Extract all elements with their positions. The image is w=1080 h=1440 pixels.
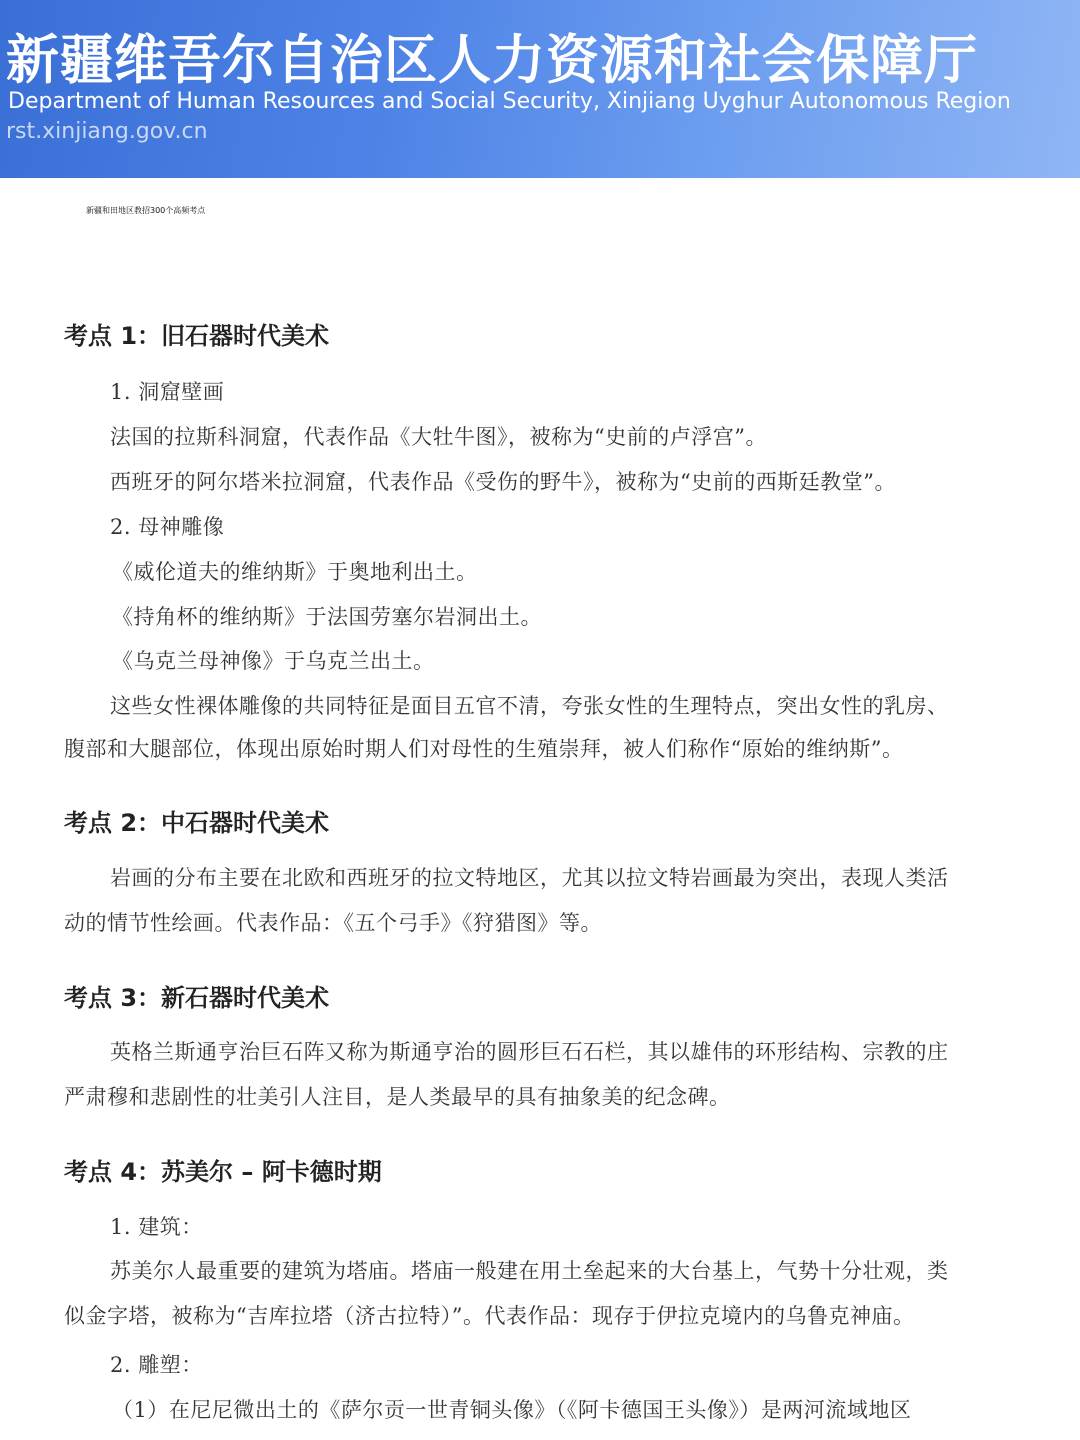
banner-url: rst.xinjiang.gov.cn <box>6 119 208 144</box>
paragraph-line: 英格兰斯通亨治巨石阵又称为斯通亨治的圆形巨石石栏，其以雄伟的环形结构、宗教的庄 <box>110 1040 949 1064</box>
banner-title-en: Department of Human Resources and Social Security, Xinjiang Uyghur Autonomous Region <box>8 89 1011 114</box>
paragraph-line: 2. 雕塑： <box>110 1353 203 1377</box>
paragraph-line: 2. 母神雕像 <box>110 515 225 539</box>
paragraph-line: 严肃穆和悲剧性的壮美引人注目，是人类最早的具有抽象美的纪念碑。 <box>64 1085 731 1109</box>
paragraph-line: 动的情节性绘画。代表作品：《五个弓手》《狩猎图》等。 <box>64 911 602 935</box>
paragraph-line: 《威伦道夫的维纳斯》于奥地利出土。 <box>112 560 478 584</box>
paragraph-line: 《持角杯的维纳斯》于法国劳塞尔岩洞出土。 <box>112 605 542 629</box>
paragraph-line: 《乌克兰母神像》于乌克兰出土。 <box>112 649 435 673</box>
paragraph-line: （1）在尼尼微出土的《萨尔贡一世青铜头像》（《阿卡德国王头像》）是两河流域地区 <box>112 1398 912 1422</box>
section-heading: 考点 3：新石器时代美术 <box>64 984 330 1012</box>
section-heading: 考点 2：中石器时代美术 <box>64 809 330 837</box>
paragraph-line: 腹部和大腿部位，体现出原始时期人们对母性的生殖崇拜，被人们称作“原始的维纳斯”。 <box>64 737 904 761</box>
paragraph-line: 这些女性裸体雕像的共同特征是面目五官不清，夸张女性的生理特点，突出女性的乳房、 <box>110 694 949 718</box>
paragraph-line: 法国的拉斯科洞窟，代表作品《大牡牛图》，被称为“史前的卢浮宫”。 <box>110 425 767 449</box>
paragraph-line: 1. 洞窟壁画 <box>110 380 225 404</box>
banner-title-cn: 新疆维吾尔自治区人力资源和社会保障厅 <box>6 30 978 91</box>
paragraph-line: 似金字塔，被称为“吉库拉塔（济古拉特）”。代表作品：现存于伊拉克境内的乌鲁克神庙。 <box>64 1304 915 1328</box>
section-heading: 考点 1：旧石器时代美术 <box>64 322 330 350</box>
page-title: 新疆和田地区教招300个高频考点 <box>86 206 206 215</box>
paragraph-line: 1. 建筑： <box>110 1215 203 1239</box>
paragraph-line: 西班牙的阿尔塔米拉洞窟，代表作品《受伤的野牛》，被称为“史前的西斯廷教堂”。 <box>110 470 896 494</box>
section-heading: 考点 4：苏美尔 – 阿卡德时期 <box>64 1158 382 1186</box>
paragraph-line: 苏美尔人最重要的建筑为塔庙。塔庙一般建在用土垒起来的大台基上，气势十分壮观，类 <box>110 1259 949 1283</box>
paragraph-line: 岩画的分布主要在北欧和西班牙的拉文特地区，尤其以拉文特岩画最为突出，表现人类活 <box>110 866 949 890</box>
